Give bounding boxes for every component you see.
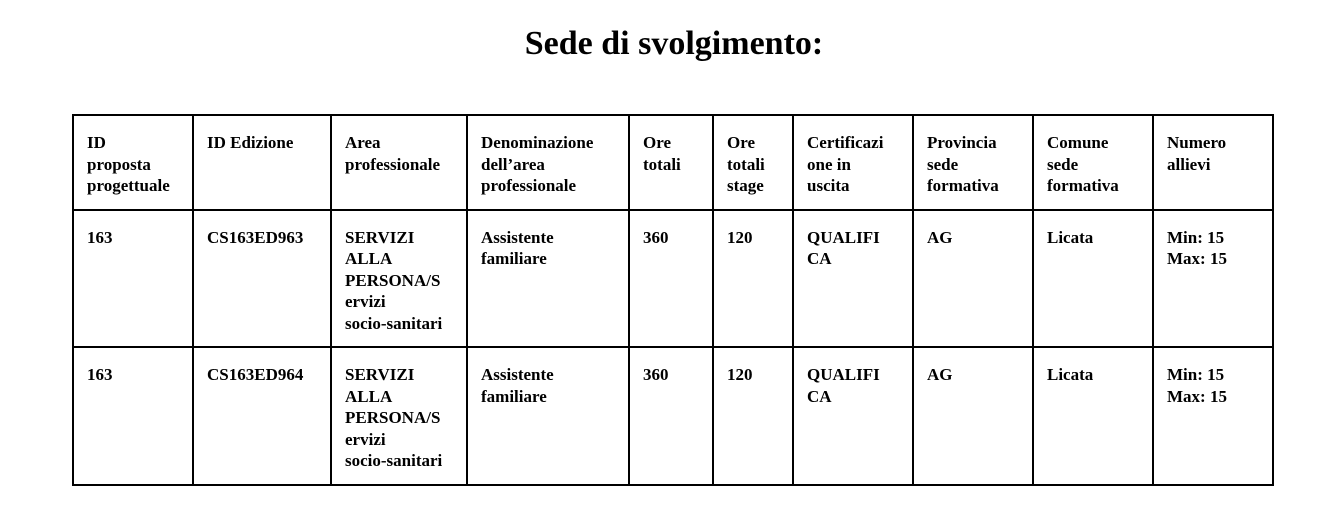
table-header-row: [73, 115, 1273, 210]
header-denominazione: Denominazione dell’area professionale: [467, 115, 629, 210]
cell-denominazione: Assistente familiare: [467, 347, 629, 485]
header-numero-allievi: Numero allievi: [1153, 115, 1273, 210]
cell-id-edizione: CS163ED963: [193, 210, 331, 348]
cell-provincia: AG: [913, 210, 1033, 348]
cell-ore-totali: 360: [629, 347, 713, 485]
cell-id-proposta: 163: [73, 347, 193, 485]
header-id-edizione: ID Edizione: [193, 115, 331, 210]
cell-ore-totali: 360: [629, 210, 713, 348]
cell-id-proposta: 163: [73, 210, 193, 348]
header-certificazione: Certificazi one in uscita: [793, 115, 913, 210]
cell-numero-allievi: Min: 15 Max: 15: [1153, 210, 1273, 348]
header-ore-totali: Ore totali: [629, 115, 713, 210]
cell-area-professionale: SERVIZI ALLA PERSONA/S ervizi socio-sanitari: [331, 210, 467, 348]
cell-id-edizione: CS163ED964: [193, 347, 331, 485]
header-id-proposta: ID proposta progettuale: [73, 115, 193, 210]
page-title: Sede di svolgimento:: [524, 25, 824, 62]
cell-denominazione: Assistente familiare: [467, 210, 629, 348]
table-row: [73, 347, 1273, 485]
header-area-professionale: Area professionale: [331, 115, 467, 210]
cell-comune: Licata: [1033, 210, 1153, 348]
cell-ore-stage: 120: [713, 347, 793, 485]
cell-area-professionale: SERVIZI ALLA PERSONA/S ervizi socio-sanitari: [331, 347, 467, 485]
cell-provincia: AG: [913, 347, 1033, 485]
cell-numero-allievi: Min: 15 Max: 15: [1153, 347, 1273, 485]
cell-certificazione: QUALIFI CA: [793, 347, 913, 485]
header-comune: Comune sede formativa: [1033, 115, 1153, 210]
sede-table: [72, 114, 1274, 486]
cell-certificazione: QUALIFI CA: [793, 210, 913, 348]
header-provincia: Provincia sede formativa: [913, 115, 1033, 210]
header-ore-stage: Ore totali stage: [713, 115, 793, 210]
cell-ore-stage: 120: [713, 210, 793, 348]
table-row: [73, 210, 1273, 348]
cell-comune: Licata: [1033, 347, 1153, 485]
